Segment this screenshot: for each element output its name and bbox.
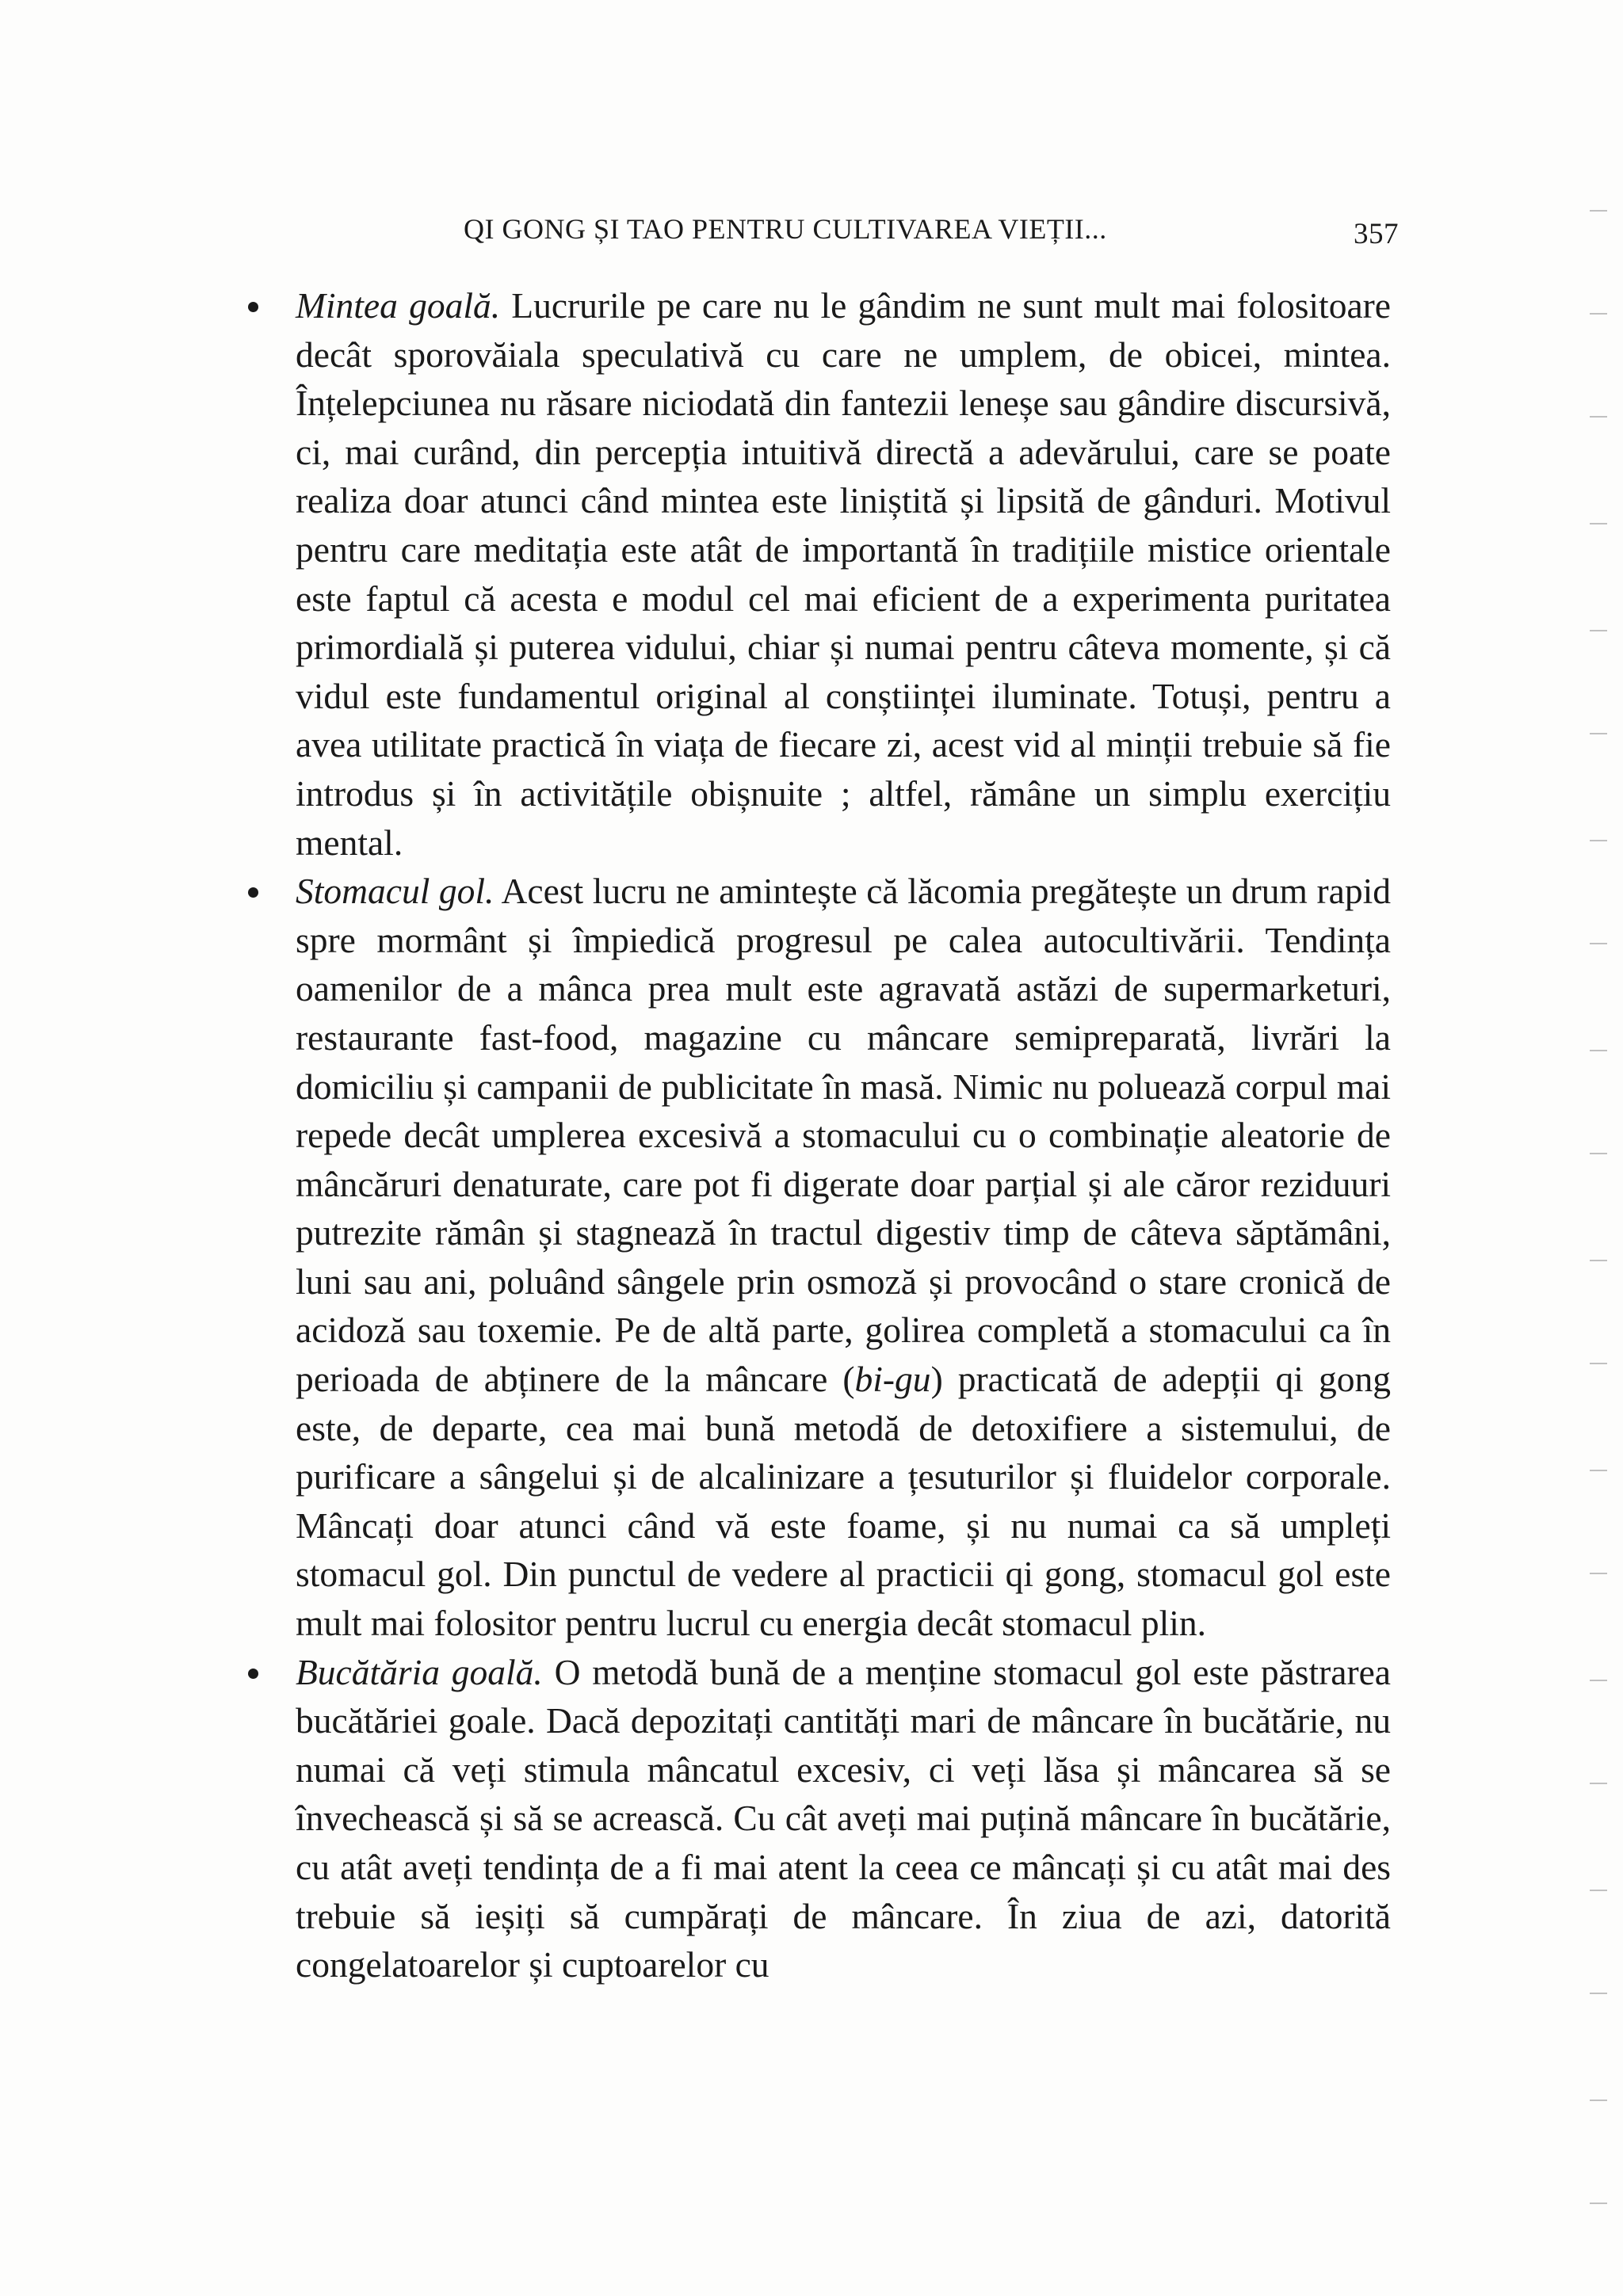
edge-mark <box>1590 2203 1607 2204</box>
item-text: Acest lucru ne amintește că lăcomia pregătește un drum rapid spre mormânt și împiedică progresul pe calea autocultivării. Tendința oamenilor de a mânca prea mult este agravată astăzi de supermarketuri, restaurante fast-food, magazine cu mâncare semipreparată, livrări la domiciliu și campanii de publicitate în masă. Nimic nu poluează corpul mai repede decât umplerea excesivă a stomacului cu o combinație aleatorie de mâncăruri denaturate, care pot fi digerate doar parțial și ale căror reziduuri putrezite rămân și stagnează în tractul digestiv timp de câteva săptămâni, luni sau ani, poluând sângele prin osmoză și provocând o stare cronică de acidoză sau toxemie. Pe de altă parte, golirea completă a stomacului ca în perioada de abținere de la mâncare ( <box>296 871 1391 1400</box>
bullet-icon <box>248 302 258 312</box>
page-body <box>226 281 1391 1989</box>
item-term: Stomacul gol. <box>296 871 495 912</box>
scan-edge-marks <box>1582 0 1613 2296</box>
bullet-icon <box>248 1669 258 1679</box>
item-text-continued: ) practicată de adepții qi gong este, de departe, cea mai bună metodă de detoxifiere a sistemului, de purificare a sângelui și de alcalinizare a țesuturilor și fluidelor corporale. Mâncați doar atunci când vă este foame, și nu numai ca să umpleți stomacul gol. Din punctul de vedere al practicii qi gong, stomacul gol este mult mai folositor pentru lucrul cu energia decât stomacul plin. <box>296 1359 1392 1644</box>
edge-mark <box>1590 1783 1607 1784</box>
edge-mark <box>1590 210 1607 212</box>
edge-mark <box>1590 1890 1607 1891</box>
edge-mark <box>1590 630 1607 631</box>
edge-mark <box>1590 1153 1607 1154</box>
edge-mark <box>1590 1573 1607 1574</box>
edge-mark <box>1590 523 1607 524</box>
edge-mark <box>1590 1363 1607 1364</box>
edge-mark <box>1590 2100 1607 2101</box>
running-header <box>464 212 1399 260</box>
edge-mark <box>1590 733 1607 734</box>
edge-mark <box>1590 1470 1607 1471</box>
item-text: O metodă bună de a menține stomacul gol este păstrarea bucătăriei goale. Dacă depozitați cantități mari de mâncare în bucătărie, nu numai că veți stimula mâncatul excesiv, ci veți lăsa și mâncarea să se învechească și să se acrească. Cu cât aveți mai puțină mâncare în bucătărie, cu atât aveți tendința de a fi mai atent la ceea ce mâncați și cu atât mai des trebuie să ieșiți să cumpărați de mâncare. În ziua de azi, datorită congelatoarelor și cuptoarelor cu <box>296 1651 1392 1985</box>
item-inline-term: bi-gu <box>854 1359 931 1400</box>
item-term: Mintea goală. <box>296 285 501 326</box>
edge-mark <box>1590 1680 1607 1681</box>
bullet-item-mintea-goala <box>226 281 1391 867</box>
edge-mark <box>1590 416 1607 418</box>
running-title: QI GONG ȘI TAO PENTRU CULTIVAREA VIEȚII... <box>464 213 1107 245</box>
bullet-icon <box>248 887 258 898</box>
item-text: Lucrurile pe care nu le gândim ne sunt mult mai folositoare decât sporovăiala speculativă cu care ne umplem, de obicei, mintea. Înțelepciunea nu răsare niciodată din fantezii leneșe sau gândire discursivă, ci, mai curând, din percepția intuitivă directă a adevărului, care se poate realiza doar atunci când mintea este liniștită și lipsită de gânduri. Motivul pentru care meditația este atât de importantă în tradițiile mistice orientale este faptul că acesta e modul cel mai eficient de a experimenta puritatea primordială și puterea vidului, chiar și numai pentru câteva momente, și că vidul este fundamentul original al conștiinței iluminate. Totuși, pentru a avea utilitate practică în viața de fiecare zi, acest vid al minții trebuie să fie introdus și în activitățile obișnuite ; altfel, rămâne un simplu exercițiu mental. <box>296 285 1391 863</box>
edge-mark <box>1590 313 1607 315</box>
edge-mark <box>1590 840 1607 841</box>
edge-mark <box>1590 1260 1607 1261</box>
bullet-item-bucataria-goala <box>226 1648 1391 1989</box>
edge-mark <box>1590 1993 1607 1994</box>
page-number: 357 <box>1354 218 1399 250</box>
item-term: Bucătăria goală. <box>296 1651 543 1692</box>
edge-mark <box>1590 943 1607 944</box>
bullet-item-stomacul-gol <box>226 867 1391 1648</box>
edge-mark <box>1590 1050 1607 1051</box>
